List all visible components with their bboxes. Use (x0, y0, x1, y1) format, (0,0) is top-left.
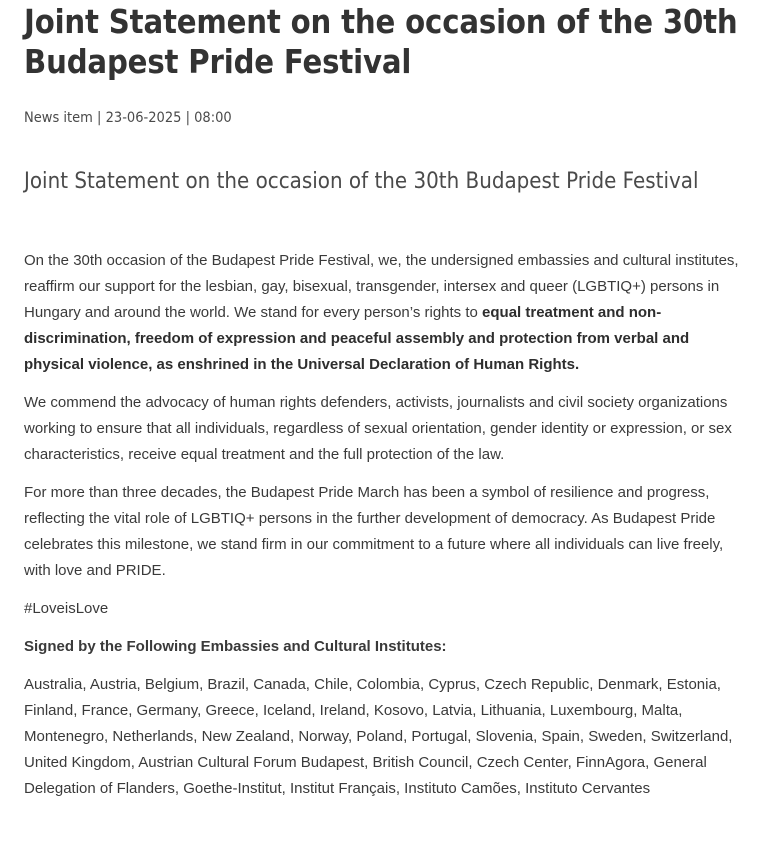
paragraph-1 (24, 248, 746, 378)
article-meta: News item | 23-06-2025 | 08:00 (24, 110, 232, 126)
article-body (24, 198, 746, 802)
paragraph-1-emphasis-text: equal treatment and non-discrimination, freedom of expression and peaceful assembly and protection from verbal and physical violence, as enshrined in the Universal Declaration of Human Rights. (24, 304, 690, 373)
hashtag-loveislove: #LoveisLove (24, 600, 109, 617)
signed-by-heading: Signed by the Following Embassies and Cultural Institutes: (24, 638, 447, 655)
paragraph-3: For more than three decades, the Budapest Pride March has been a symbol of resilience and progress, reflecting the vital role of LGBTIQ+ persons in the further development of democracy. As Budapest Pride celebrates this milestone, we stand firm in our commitment to a future where all individuals can live freely, with love and PRIDE. (24, 484, 724, 579)
signatories-list: Australia, Austria, Belgium, Brazil, Canada, Chile, Colombia, Cyprus, Czech Republic, Denmark, Estonia, Finland, France, Germany, Greece, Iceland, Ireland, Kosovo, Latvia, Lithuania, Luxembourg, Malta, Montenegro, Netherlands, New Zealand, Norway, Poland, Portugal, Slovenia, Spain, Sweden, Switzerland, United Kingdom, Austrian Cultural Forum Budapest, British Council, Czech Center, FinnAgora, General Delegation of Flanders, Goethe-Institut, Institut Français, Instituto Camões, Instituto Cervantes (24, 676, 733, 797)
paragraph-2: We commend the advocacy of human rights defenders, activists, journalists and civil society organizations working to ensure that all individuals, regardless of sexual orientation, gender identity or expression, or sex characteristics, receive equal treatment and the full protection of the law. (24, 394, 732, 463)
article-subtitle: Joint Statement on the occasion of the 30th Budapest Pride Festival (24, 168, 699, 194)
page-title: Joint Statement on the occasion of the 30th Budapest Pride Festival (24, 2, 738, 81)
paragraph-1-lead-text: On the 30th occasion of the Budapest Pride Festival, we, the undersigned embassies and cultural institutes, reaffirm our support for the lesbian, gay, bisexual, transgender, intersex and queer (LGBTIQ+) persons in Hungary and around the world. We stand for every person’s rights to (24, 252, 739, 321)
